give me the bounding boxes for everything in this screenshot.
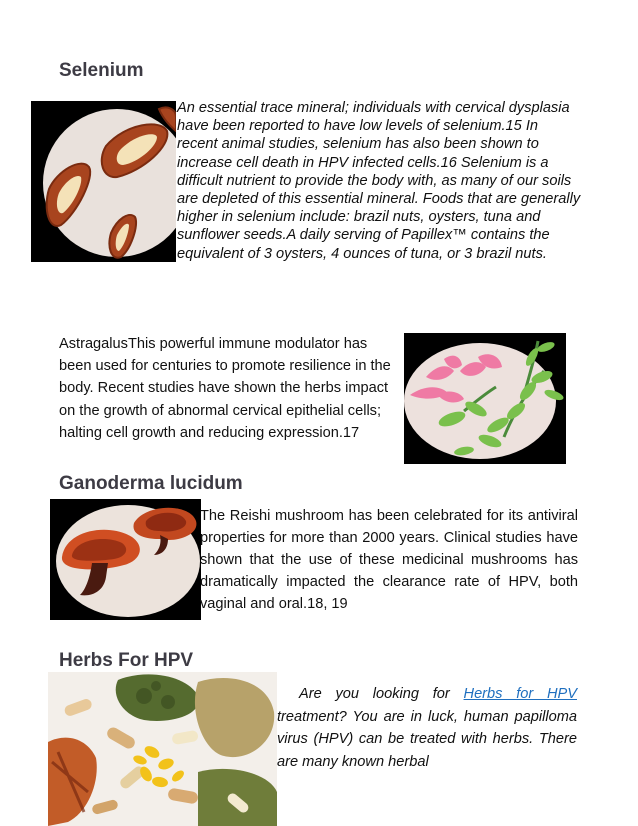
ganoderma-image: [50, 499, 201, 620]
selenium-heading: Selenium: [59, 60, 144, 81]
herbs-body: [277, 683, 577, 773]
brazil-nuts-plate-icon: [31, 101, 176, 262]
astragalus-flower-plate-icon: [404, 333, 566, 464]
astragalus-image: [404, 333, 566, 464]
herbs-rest: treatment? You are in luck, human papilloma virus (HPV) can be treated with herbs. There are many known herbal: [277, 708, 577, 770]
herbs-for-hpv-link[interactable]: Herbs for HPV: [463, 686, 577, 702]
selenium-image: [31, 101, 176, 262]
reishi-mushroom-plate-icon: [50, 499, 201, 620]
herbs-capsules-photo-icon: [48, 672, 277, 826]
astragalus-body: AstragalusThis powerful immune modulator has been used for centuries to promote resilience in the body. Recent studies have shown the herbs impact on the growth of abnormal cervical epithelial cells; halting cell growth and reducing expression.17: [59, 336, 391, 441]
herbs-image: [48, 672, 277, 826]
selenium-body: An essential trace mineral; individuals with cervical dysplasia have been reported to have low levels of selenium.15 In recent animal studies, selenium has also been shown to increase cell death in HPV infected cells.16 Selenium is a difficult nutrient to provide the body with, as many of our soils are depleted of this essential mineral. Foods that are generally higher in selenium include: brazil nuts, oysters, tuna and sunflower seeds.A daily serving of Papillex™ contains the equivalent of 3 oysters, 4 ounces of tuna, or 3 brazil nuts.: [177, 100, 581, 262]
ganoderma-heading: Ganoderma lucidum: [59, 473, 243, 494]
herbs-intro: Are you looking for: [299, 686, 450, 702]
herbs-heading: Herbs For HPV: [59, 650, 194, 671]
ganoderma-body: The Reishi mushroom has been celebrated for its antiviral properties for more than 2000 years. Clinical studies have shown that the use of these medicinal mushrooms has dramatically impacted the clearance rate of HPV, both vaginal and oral.18, 19: [200, 508, 578, 612]
